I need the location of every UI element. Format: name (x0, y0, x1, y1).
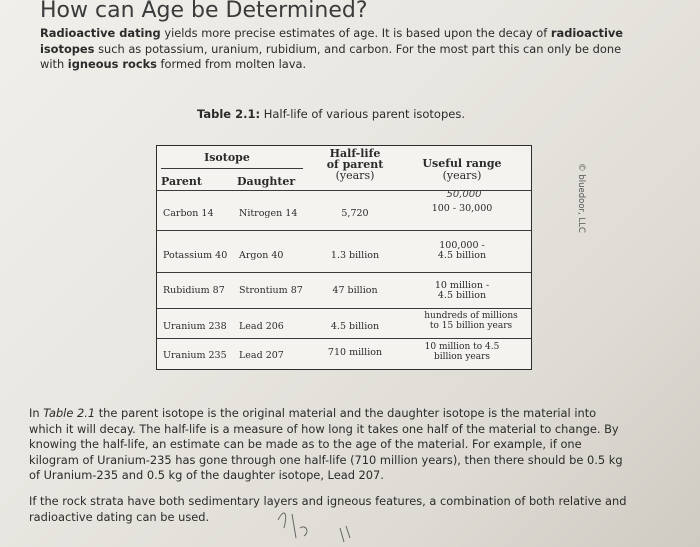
header-useful-range-line1: Useful range (422, 157, 502, 170)
row4-daughter: Lead 206 (239, 321, 284, 332)
row5-daughter: Lead 207 (239, 350, 284, 361)
row2-range-line1: 100,000 - (439, 240, 485, 251)
row4-range-line2: to 15 billion years (429, 321, 513, 331)
isotope-underline (161, 168, 303, 169)
handwritten-note: 50,000 (446, 189, 482, 200)
header-halflife-line3: (years) (335, 169, 375, 182)
table-caption-label: Table 2.1: (197, 107, 261, 121)
row4-range-line1: hundreds of millions (424, 311, 518, 321)
row3-rule (157, 308, 531, 309)
header-parent: Parent (161, 175, 202, 188)
explanation-table-ref: Table 2.1 (43, 406, 96, 420)
row4-rule (157, 338, 531, 339)
row2-range-line2: 4.5 billion (437, 250, 487, 261)
row5-range-line2: billion years (433, 352, 491, 362)
combination-paragraph: If the rock strata have both sedimentary layers and igneous features, a combination of both relative and radioactive dating can be used. (29, 494, 627, 524)
copyright-watermark-text: © bluedoor, LLC (576, 163, 586, 233)
row2-rule (157, 272, 531, 273)
intro-term-igneous-rocks: igneous rocks (67, 57, 157, 71)
row5-parent: Uranium 235 (163, 350, 227, 361)
intro-paragraph (40, 26, 630, 73)
table-caption-text: Half-life of various parent isotopes. (260, 107, 465, 121)
explanation-text-1: In (29, 406, 44, 420)
header-daughter: Daughter (237, 175, 296, 188)
header-halflife-line1: Half-life (329, 147, 381, 160)
row3-daughter: Strontium 87 (239, 285, 303, 296)
intro-text-1: yields more precise estimates of age. It is based upon the decay of (160, 26, 551, 40)
row5-halflife: 710 million (327, 347, 383, 358)
row4-parent: Uranium 238 (163, 321, 227, 332)
row2-halflife: 1.3 billion (330, 250, 380, 261)
row3-range-line2: 4.5 billion (437, 290, 487, 301)
row4-halflife: 4.5 billion (330, 321, 380, 332)
header-useful-range-line2: (years) (442, 169, 482, 182)
row3-halflife: 47 billion (332, 285, 378, 296)
row3-parent: Rubidium 87 (163, 285, 225, 296)
copyright-watermark (574, 160, 588, 240)
pencil-scribble (270, 498, 360, 547)
table-caption (197, 107, 465, 121)
header-isotope: Isotope (204, 151, 250, 164)
row1-rule (157, 230, 531, 231)
row1-range: 100 - 30,000 (431, 203, 493, 214)
intro-term-radioactive-dating: Radioactive dating (40, 26, 161, 40)
row5-range-line1: 10 million to 4.5 (424, 342, 500, 352)
header-halflife-line2: of parent (326, 158, 384, 171)
intro-text-2: such as potassium, uranium, rubidium, and carbon. For the most part this can only be done with (40, 41, 622, 71)
row1-daughter: Nitrogen 14 (239, 208, 298, 219)
page-heading: How can Age be Determined? (40, 0, 368, 23)
row2-daughter: Argon 40 (239, 250, 284, 261)
intro-text-3: formed from molten lava. (156, 57, 307, 71)
intro-term-radioactive-isotopes: radioactive isotopes (40, 26, 624, 56)
row2-parent: Potassium 40 (163, 250, 228, 261)
row1-parent: Carbon 14 (163, 208, 214, 219)
row3-range-line1: 10 million - (434, 280, 490, 291)
row1-halflife: 5,720 (341, 208, 369, 219)
explanation-text-2: the parent isotope is the original material and the daughter isotope is the material into which it will decay. The half-life is a measure of how long it takes one half of the material to change. By knowing the half-life, an estimate can be made as to the age of the material. For example, if one kilogram of Uranium-235 has gone through one half-life (710 million years), then there should be 0.5 kg of Uranium-235 and 0.5 kg of the daughter isotope, Lead 207. (29, 406, 623, 482)
explanation-paragraph (29, 406, 629, 484)
half-life-table (156, 145, 532, 370)
